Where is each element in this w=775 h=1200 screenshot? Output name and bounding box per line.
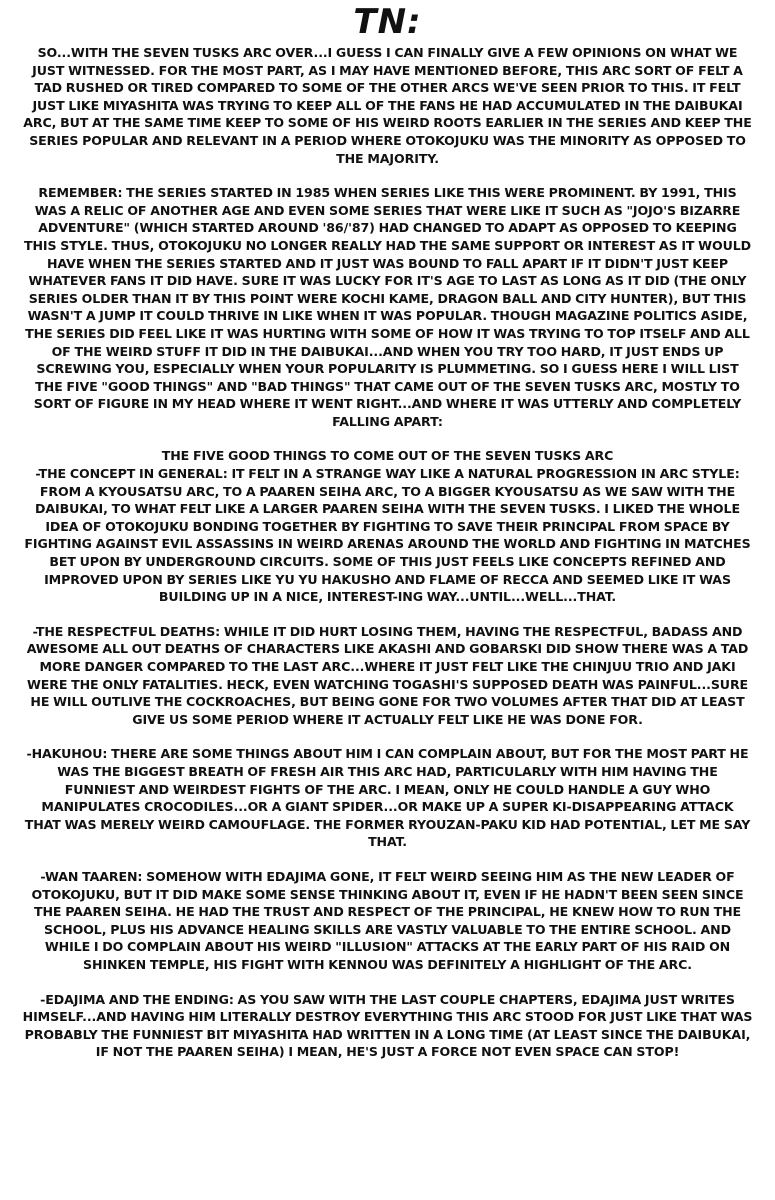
- paragraph-intro: SO...WITH THE SEVEN TUSKS ARC OVER...I GUESS I CAN FINALLY GIVE A FEW OPINIONS ON WHAT WE JUST WITNESSED. FOR THE MOST PART, AS I MAY HAVE MENTIONED BEFORE, THIS ARC SORT OF FELT A TAD RUSHED OR TIRED COMPARED TO SOME OF THE OTHER ARCS WE'VE SEEN PRIOR TO THIS. IT FELT JUST LIKE MIYASHITA WAS TRYING TO KEEP ALL OF THE FANS HE HAD ACCUMULATED IN THE DAIBUKAI ARC, BUT AT THE SAME TIME KEEP TO SOME OF HIS WEIRD ROOTS EARLIER IN THE SERIES AND KEEP THE SERIES POPULAR AND RELEVANT IN A PERIOD WHERE OTOKOJUKU WAS THE MINORITY AS OPPOSED TO THE MAJORITY.: [23, 45, 752, 166]
- paragraph-wan-taaren: -WAN TAAREN: SOMEHOW WITH EDAJIMA GONE, IT FELT WEIRD SEEING HIM AS THE NEW LEADER OF OTOKOJUKU, BUT IT DID MAKE SOME SENSE THINKING ABOUT IT, EVEN IF HE HADN'T BEEN SEEN SINCE THE PAAREN SEIHA. HE HAD THE TRUST AND RESPECT OF THE PRINCIPAL, HE KNEW HOW TO RUN THE SCHOOL, PLUS HIS ADVANCE HEALING SKILLS ARE VASTLY VALUABLE TO THE ENTIRE SCHOOL. AND WHILE I DO COMPLAIN ABOUT HIS WEIRD "ILLUSION" ATTACKS AT THE EARLY PART OF HIS RAID ON SHINKEN TEMPLE, HIS FIGHT WITH KENNOU WAS DEFINITELY A HIGHLIGHT OF THE ARC.: [31, 868, 744, 972]
- paragraph-concept: -THE CONCEPT IN GENERAL: IT FELT IN A STRANGE WAY LIKE A NATURAL PROGRESSION IN ARC STYLE: FROM A KYOUSATSU ARC, TO A PAAREN SEIHA ARC, TO A BIGGER KYOUSATSU AS WE SAW WITH THE DAIBUKAI, TO WHAT FELT LIKE A LARGER PAAREN SEIHA WITH THE SEVEN TUSKS. I LIKED THE WHOLE IDEA OF OTOKOJUKU BONDING TOGETHER BY FIGHTING TO SAVE THEIR PRINCIPAL FROM SPACE BY FIGHTING AGAINST EVIL ASSASSINS IN WEIRD ARENAS AROUND THE WORLD AND FIGHTING IN MATCHES BET UPON BY UNDERGROUND CIRCUITS. SOME OF THIS JUST FEELS LIKE CONCEPTS REFINED AND IMPROVED UPON BY SERIES LIKE YU YU HAKUSHO AND FLAME OF RECCA AND SEEMED LIKE IT WAS BUILDING UP IN A NICE, INTEREST-ING WAY...UNTIL...WELL...THAT.: [24, 466, 751, 605]
- paragraph-remember: REMEMBER: THE SERIES STARTED IN 1985 WHEN SERIES LIKE THIS WERE PROMINENT. BY 1991, THIS WAS A RELIC OF ANOTHER AGE AND EVEN SOME SERIES THAT WERE LIKE IT SUCH AS "JOJO'S BIZARRE ADVENTURE" (WHICH STARTED AROUND '86/'87) HAD CHANGED TO ADAPT AS OPPOSED TO KEEPING THIS STYLE. THUS, OTOKOJUKU NO LONGER REALLY HAD THE SAME SUPPORT OR INTEREST AS IT WOULD HAVE WHEN THE SERIES STARTED AND IT JUST WAS BOUND TO FALL APART IF IT DIDN'T JUST KEEP WHATEVER FANS IT DID HAVE. SURE IT WAS LUCKY FOR IT'S AGE TO LAST AS LONG AS IT DID (THE ONLY SERIES OLDER THAN IT BY THIS POINT WERE KOCHI KAME, DRAGON BALL AND CITY HUNTER), BUT THIS WASN'T A JUMP IT COULD THRIVE IN LIKE WHEN IT WAS POPULAR. THOUGH MAGAZINE POLITICS ASIDE, THE SERIES DID FEEL LIKE IT WAS HURTING WITH SOME OF HOW IT WAS TRYING TO TOP ITSELF AND ALL OF THE WEIRD STUFF IT DID IN THE DAIBUKAI...AND WHEN YOU TRY TOO HARD, IT JUST ENDS UP SCREWING YOU, ESPECIALLY WHEN YOUR POPULARITY IS PLUMMETING. SO I GUESS HERE I WILL LIST THE FIVE "GOOD THINGS" AND "BAD THINGS" THAT CAME OUT OF THE SEVEN TUSKS ARC, MOSTLY TO SORT OF FIGURE IN MY HEAD WHERE IT WENT RIGHT...AND WHERE IT WAS UTTERLY AND COMPLETELY FALLING APART:: [24, 185, 751, 429]
- paragraph-edajima-ending: -EDAJIMA AND THE ENDING: AS YOU SAW WITH THE LAST COUPLE CHAPTERS, EDAJIMA JUST WRITES HIMSELF...AND HAVING HIM LITERALLY DESTROY EVERYTHING THIS ARC STOOD FOR JUST LIKE THAT WAS PROBABLY THE FUNNIEST BIT MIYASHITA HAD WRITTEN IN A LONG TIME (AT LEAST SINCE THE DAIBUKAI, IF NOT THE PAAREN SEIHA) I MEAN, HE'S JUST A FORCE NOT EVEN SPACE CAN STOP!: [22, 991, 753, 1060]
- page-title: TN:: [353, 2, 422, 42]
- good-things-heading: THE FIVE GOOD THINGS TO COME OUT OF THE SEVEN TUSKS ARC: [161, 448, 614, 464]
- paragraph-respectful-deaths: -THE RESPECTFUL DEATHS: WHILE IT DID HURT LOSING THEM, HAVING THE RESPECTFUL, BADASS AND AWESOME ALL OUT DEATHS OF CHARACTERS LIKE AKASHI AND GOBARSKI DID SHOW THERE WAS A TAD MORE DANGER COMPARED TO THE LAST ARC...WHERE IT JUST FELT LIKE THE CHINJUU TRIO AND JAKI WERE THE ONLY FATALITIES. HECK, EVEN WATCHING TOGASHI'S SUPPOSED DEATH WAS PAINFUL...SURE HE WILL OUTLIVE THE COCKROACHES, BUT BEING GONE FOR TWO VOLUMES AFTER THAT DID AT LEAST GIVE US SOME PERIOD WHERE IT ACTUALLY FELT LIKE HE WAS DONE FOR.: [26, 623, 749, 727]
- paragraph-hakuhou: -HAKUHOU: THERE ARE SOME THINGS ABOUT HIM I CAN COMPLAIN ABOUT, BUT FOR THE MOST PART HE WAS THE BIGGEST BREATH OF FRESH AIR THIS ARC HAD, PARTICULARLY WITH HIM HAVING THE FUNNIEST AND WEIRDEST FIGHTS OF THE ARC. I MEAN, ONLY HE COULD HANDLE A GUY WHO MANIPULATES CROCODILES...OR A GIANT SPIDER...OR MAKE UP A SUPER KI-DISAPPEARING ATTACK THAT WAS MERELY WEIRD CAMOUFLAGE. THE FORMER RYOUZAN-PAKU KID HAD POTENTIAL, LET ME SAY THAT.: [24, 746, 751, 850]
